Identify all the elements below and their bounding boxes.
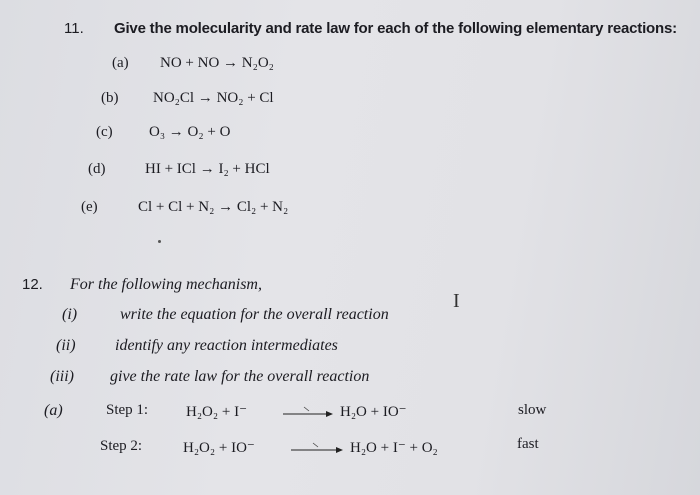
step-1-reactants: H₂O₂ + I⁻ bbox=[186, 404, 247, 420]
q11-item-c-label: (c) bbox=[96, 124, 113, 140]
step-1-label: Step 1: bbox=[106, 402, 149, 418]
q11-item-d-label: (d) bbox=[88, 161, 106, 177]
step-2-arrow-icon bbox=[290, 442, 344, 454]
question-12-prompt: For the following mechanism, bbox=[70, 276, 262, 293]
step-2-label: Step 2: bbox=[100, 438, 143, 454]
question-12-number: 12. bbox=[22, 276, 43, 293]
q11-item-e-equation: Cl + Cl + N₂ → Cl₂ + N₂ bbox=[138, 199, 289, 215]
q12-task-ii-text: identify any reaction intermediates bbox=[115, 337, 338, 354]
step-2-speed: fast bbox=[517, 436, 539, 452]
q11-item-b-equation: NO₂Cl → NO₂ + Cl bbox=[153, 90, 274, 106]
step-2-reactants: H₂O₂ + IO⁻ bbox=[183, 440, 255, 456]
question-11-prompt: Give the molecularity and rate law for each of the following elementary reactions: bbox=[114, 20, 677, 37]
question-11-number: 11. bbox=[64, 20, 84, 37]
step-2-products: H₂O + I⁻ + O₂ bbox=[350, 440, 438, 456]
step-1-products: H₂O + IO⁻ bbox=[340, 404, 407, 420]
q11-item-a-equation: NO + NO → N₂O₂ bbox=[160, 55, 274, 71]
q11-item-d-equation: HI + ICl → I₂ + HCl bbox=[145, 161, 270, 177]
q12-task-iii-label: (iii) bbox=[50, 368, 74, 385]
q11-item-e-label: (e) bbox=[81, 199, 98, 215]
q11-item-b-label: (b) bbox=[101, 90, 119, 106]
step-1-arrow-icon bbox=[282, 406, 334, 418]
q12-task-iii-text: give the rate law for the overall reaction bbox=[110, 368, 370, 385]
q11-item-a-label: (a) bbox=[112, 55, 129, 71]
q12-task-i-label: (i) bbox=[62, 306, 78, 323]
text-cursor-icon: I bbox=[453, 290, 460, 312]
q12-task-ii-label: (ii) bbox=[56, 337, 76, 354]
stray-mark bbox=[158, 240, 161, 243]
q12-part-a-label: (a) bbox=[44, 402, 63, 419]
step-1-speed: slow bbox=[518, 402, 547, 418]
q11-item-c-equation: O₃ → O₂ + O bbox=[149, 124, 231, 140]
q12-task-i-text: write the equation for the overall reaction bbox=[120, 306, 389, 323]
